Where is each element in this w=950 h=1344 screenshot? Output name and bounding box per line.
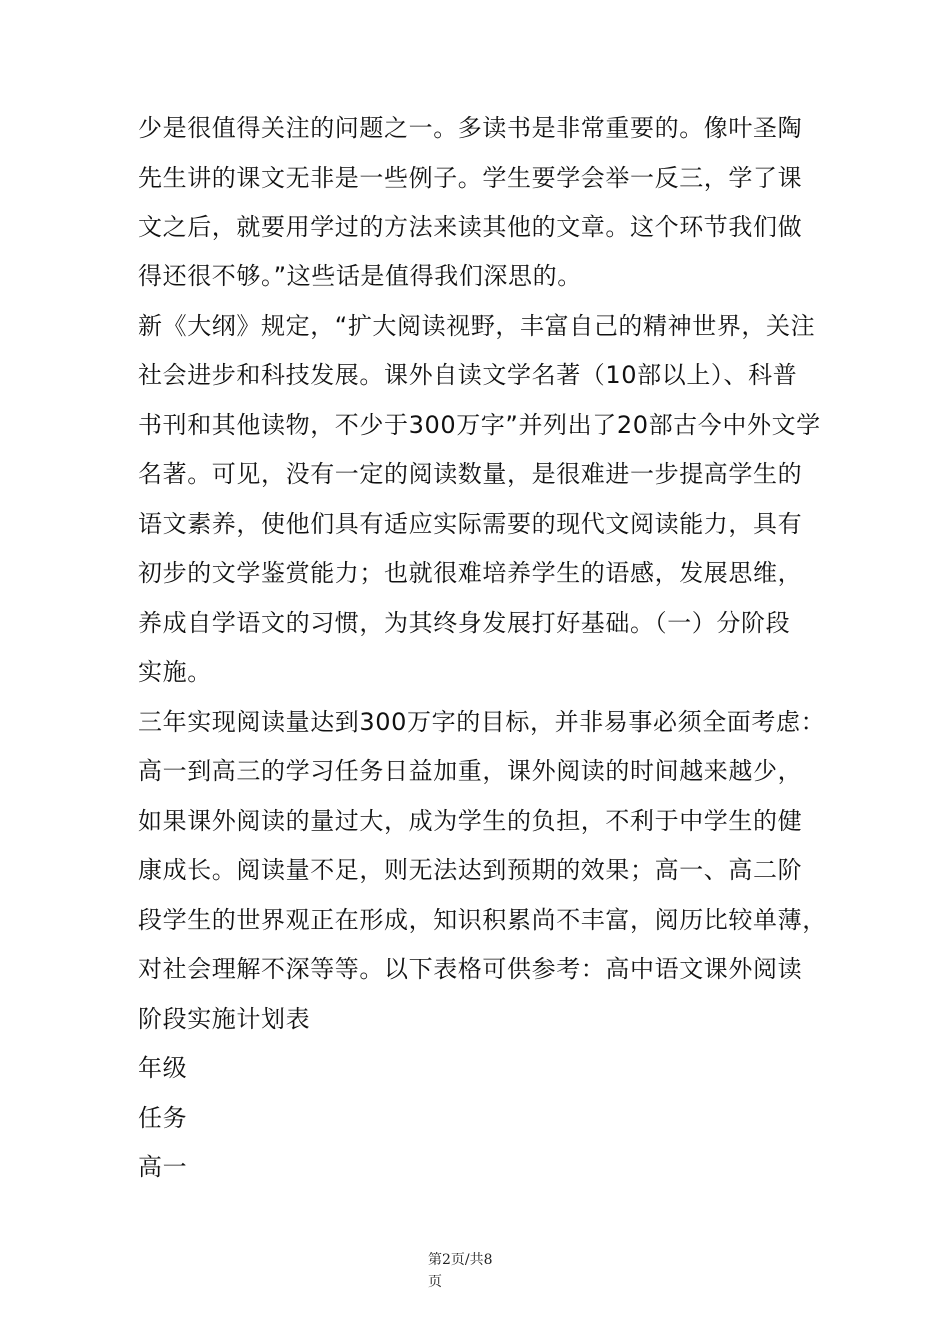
body-line-2: 先生讲的课文无非是一些例子。学生要学会举一反三，学了课	[138, 164, 803, 192]
body-line-4: 得还很不够。”这些话是值得我们深思的。	[138, 262, 582, 290]
body-line-6: 社会进步和科技发展。课外自读文学名著（10部以上）、科普	[138, 361, 798, 389]
table-cell-grade-1: 高一	[138, 1153, 188, 1181]
body-line-9: 语文素养，使他们具有适应实际需要的现代文阅读能力，具有	[138, 510, 803, 538]
body-line-1: 少是很值得关注的问题之一。多读书是非常重要的。像叶圣陶	[138, 114, 803, 142]
body-line-3: 文之后，就要用学过的方法来读其他的文章。这个环节我们做	[138, 213, 803, 241]
body-line-7: 书刊和其他读物，不少于300万字”并列出了20部古今中外文学	[138, 411, 821, 439]
table-cell-grade-header: 年级	[138, 1054, 188, 1082]
page-number-footer-line-2: 页	[428, 1274, 442, 1290]
body-line-14: 高一到高三的学习任务日益加重，课外阅读的时间越来越少，	[138, 757, 803, 785]
table-cell-task-header: 任务	[138, 1104, 188, 1132]
body-line-10: 初步的文学鉴赏能力；也就很难培养学生的语感，发展思维，	[138, 559, 803, 587]
body-line-8: 名著。可见，没有一定的阅读数量，是很难进一步提高学生的	[138, 460, 803, 488]
body-line-17: 段学生的世界观正在形成，知识积累尚不丰富，阅历比较单薄，	[138, 906, 827, 934]
body-line-15: 如果课外阅读的量过大，成为学生的负担，不利于中学生的健	[138, 807, 803, 835]
table-title-line: 阶段实施计划表	[138, 1005, 311, 1033]
body-line-13: 三年实现阅读量达到300万字的目标，并非易事必须全面考虑：	[138, 708, 826, 736]
body-line-12: 实施。	[138, 658, 212, 686]
body-line-18: 对社会理解不深等等。以下表格可供参考：高中语文课外阅读	[138, 955, 803, 983]
body-line-16: 康成长。阅读量不足，则无法达到预期的效果；高一、高二阶	[138, 856, 803, 884]
body-line-5: 新《大纲》规定，“扩大阅读视野，丰富自己的精神世界，关注	[138, 312, 816, 340]
body-line-11: 养成自学语文的习惯，为其终身发展打好基础。（一）分阶段	[138, 609, 791, 637]
page-number-footer-line-1: 第2页/共8	[428, 1252, 493, 1268]
